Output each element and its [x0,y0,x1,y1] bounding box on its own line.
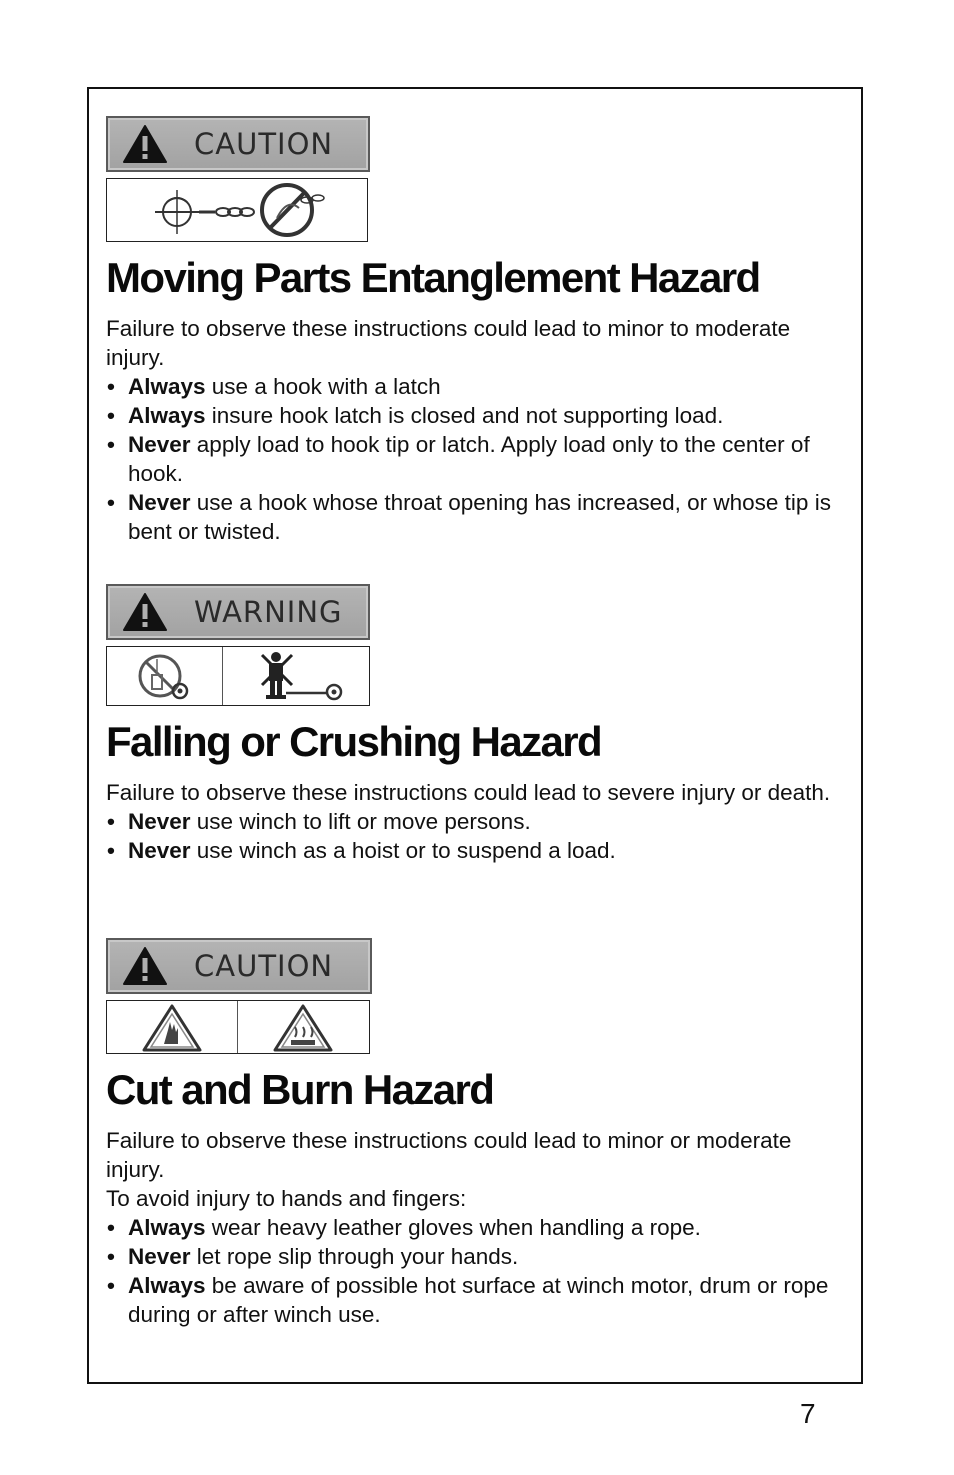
list-item: • Always wear heavy leather gloves when handling a rope. [107,1215,701,1240]
section-heading: Moving Parts Entanglement Hazard [106,254,760,301]
signal-word: WARNING [194,595,343,629]
warning-triangle-icon [122,592,168,632]
pictogram-panel [106,1000,370,1054]
pictogram-panel [106,178,368,242]
list-item: • Never use winch to lift or move persons. [107,809,531,834]
no-lifting-load-icon [107,647,222,705]
signal-word: CAUTION [194,127,334,161]
intro-text: Failure to observe these instructions could lead to minor or moderate injury. [106,1128,792,1182]
section-falling-crushing-hazard [106,584,846,865]
instruction-list [106,807,846,865]
cut-hazard-icon [107,1001,237,1053]
warning-banner [106,584,370,640]
signal-word: CAUTION [194,949,334,983]
pictogram-panel [106,646,370,706]
list-item: • Never let rope slip through your hands. [107,1244,519,1269]
section-cut-burn-hazard [106,938,846,1329]
hot-surface-icon [237,1001,370,1053]
page-number: 7 [800,1398,816,1429]
section-heading: Falling or Crushing Hazard [106,718,602,765]
no-lifting-persons-icon [222,647,369,705]
intro-text: To avoid injury to hands and fingers: [106,1186,467,1211]
list-item: • Always be aware of possible hot surface at winch motor, drum or rope during or after winch use. [107,1273,829,1327]
section-heading: Cut and Burn Hazard [106,1066,494,1113]
list-item: • Always use a hook with a latch [107,374,441,399]
intro-text: Failure to observe these instructions could lead to severe injury or death. [106,780,831,805]
section-body [106,778,846,865]
list-item: • Never use winch as a hoist or to suspend a load. [107,838,616,863]
warning-triangle-icon [122,946,168,986]
section-entanglement-hazard [106,116,846,546]
section-body [106,314,846,546]
hook-latch-icon [107,179,367,241]
list-item: • Always insure hook latch is closed and not supporting load. [107,403,724,428]
intro-text: Failure to observe these instructions could lead to minor to moderate injury. [106,316,791,370]
warning-triangle-icon [122,124,168,164]
section-body [106,1126,846,1329]
caution-banner [106,116,370,172]
list-item: • Never use a hook whose throat opening has increased, or whose tip is bent or twisted. [107,490,831,544]
list-item: • Never apply load to hook tip or latch. Apply load only to the center of hook. [107,432,810,486]
caution-banner [106,938,372,994]
instruction-list [106,372,846,546]
instruction-list [106,1213,846,1329]
